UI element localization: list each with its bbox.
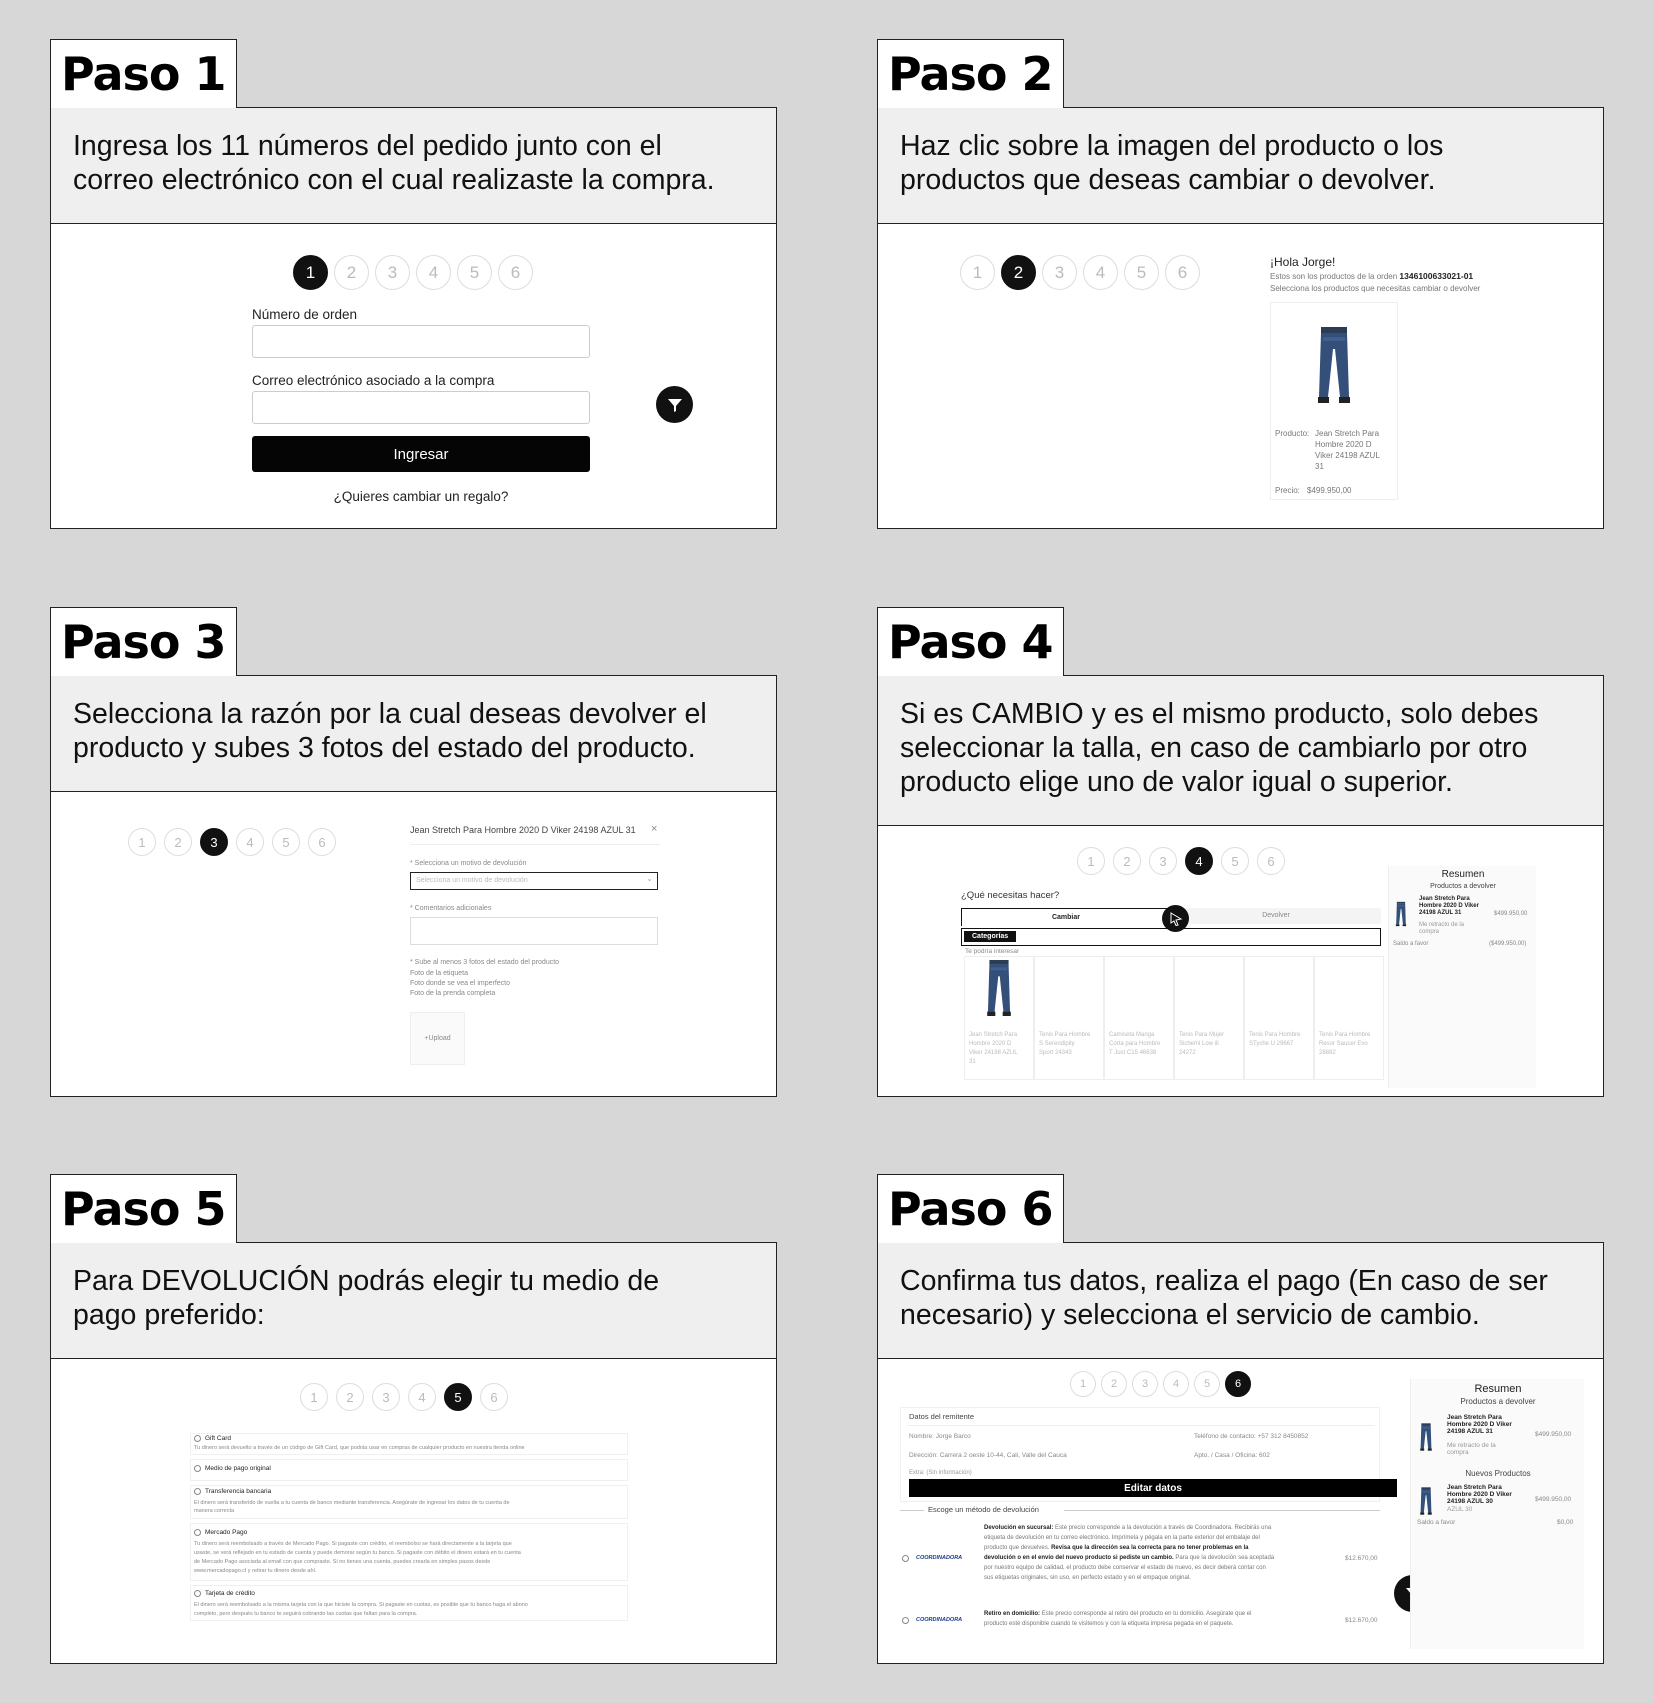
summary-price: $499.950,00 xyxy=(1494,911,1528,917)
stepper xyxy=(300,1383,508,1411)
payment-option[interactable] xyxy=(190,1459,628,1481)
step-1[interactable]: 1 xyxy=(128,828,156,856)
balance-label: Saldo a favor xyxy=(1417,1519,1456,1526)
desc-row xyxy=(984,1523,1339,1533)
option-title xyxy=(194,1435,231,1442)
note-line: compra xyxy=(1419,929,1440,935)
step-description xyxy=(877,107,1604,224)
order-number: 1346100633021-01 xyxy=(1399,271,1474,281)
option-description xyxy=(984,1609,1339,1629)
option-title-text: Mercado Pago xyxy=(205,1529,248,1537)
warning-line: Revisa que la dirección sea la correcta para no tener problemas en la xyxy=(1051,1545,1249,1551)
summary-sidebar xyxy=(1388,866,1536,1088)
option-price: $12.670,00 xyxy=(1345,1617,1378,1624)
new-products-title: Nuevos Productos xyxy=(1465,1469,1531,1478)
option-text: Tu dinero será devuelto a través de un código de Gift Card, que podrás usar en compras de cualquier producto en nuestra tienda online xyxy=(194,1445,525,1451)
sender-address: Dirección: Carrera 2 oeste 10-44, Cali, Valle del Cauca xyxy=(909,1452,1067,1459)
stepper xyxy=(1077,847,1285,875)
stepper xyxy=(128,828,336,856)
text-line: Tu dinero será reembolsado a través de Mercado Pago. Si pagaste con crédito, el reembolso se hará directamente a la tarjeta que xyxy=(194,1541,512,1547)
option-text xyxy=(194,1499,510,1515)
radio-icon[interactable] xyxy=(902,1555,909,1562)
filter-icon xyxy=(666,396,684,414)
product-name-line: Jean Stretch Para xyxy=(1315,429,1380,438)
product-tile-name xyxy=(1249,1031,1300,1049)
summary-title: Resumen xyxy=(1441,869,1485,880)
radio-icon[interactable] xyxy=(902,1617,909,1624)
summary-line: Hombre 2020 D Viker xyxy=(1419,903,1479,909)
product-tile[interactable] xyxy=(964,956,1034,1080)
p2-subtitle: AZUL 30 xyxy=(1447,1506,1473,1513)
step-tab: Paso 2 xyxy=(877,39,1064,108)
text-line: usaste, se verá reflejado en tu estado de cuenta y puede demorar según tu banco. Si pagaste con débito el dinero estará en tu cuenta xyxy=(194,1550,521,1556)
categories-bar[interactable] xyxy=(961,928,1381,946)
summary-subtitle: Productos a devolver xyxy=(1460,1397,1536,1406)
text-line: completo, pero después tu banco te seguirá cobrando las cuotas que faltan para la compra. xyxy=(194,1611,418,1617)
sender-apartment: Apto. / Casa / Oficina: 602 xyxy=(1194,1452,1270,1459)
step-3[interactable]: 3 xyxy=(200,828,228,856)
step-description xyxy=(877,675,1604,826)
tile-line: Tenis Para Hombre xyxy=(1249,1032,1301,1038)
balance-value: ($499.950,00) xyxy=(1489,941,1527,947)
note-line: Me retracto de la xyxy=(1447,1442,1496,1449)
step-tab: Paso 5 xyxy=(50,1174,237,1243)
screenshot-step-4 xyxy=(877,826,1604,1097)
text-line: de Mercado Pago asociada al email con que compraste. Si no tienes una cuenta, puedes crearla en simples pasos desde xyxy=(194,1559,491,1565)
radio-icon[interactable] xyxy=(194,1590,201,1597)
text-line: www.mercadopago.cl y retirar tu dinero desde ahí. xyxy=(194,1568,317,1574)
text-line: Este precio corresponde a la devolución a través de Coordinadora. Recibirás una xyxy=(1055,1525,1272,1531)
desc-row xyxy=(984,1543,1339,1553)
step-2[interactable]: 2 xyxy=(1101,1371,1127,1397)
tile-line: Camiseta Manga xyxy=(1109,1032,1155,1038)
step-4[interactable]: 4 xyxy=(236,828,264,856)
gift-exchange-link[interactable]: ¿Quieres cambiar un regalo? xyxy=(333,489,509,504)
option-title xyxy=(194,1590,255,1597)
step-2[interactable]: 2 xyxy=(336,1383,364,1411)
step-5[interactable]: 5 xyxy=(1194,1371,1220,1397)
sender-name: Nombre: Jorge Barco xyxy=(909,1433,971,1440)
desc-row xyxy=(984,1609,1339,1619)
step-6[interactable]: 6 xyxy=(1165,255,1200,290)
tab-change-label: Cambiar xyxy=(1051,913,1080,921)
summary-title: Resumen xyxy=(1474,1383,1522,1395)
step-tab: Paso 1 xyxy=(50,39,237,108)
reason-label: * Selecciona un motivo de devolución xyxy=(410,860,527,867)
order-line-prefix: Estos son los productos de la orden xyxy=(1270,272,1400,281)
p2-line: Jean Stretch Para xyxy=(1447,1484,1502,1491)
payment-option[interactable] xyxy=(190,1485,628,1519)
step-5[interactable]: 5 xyxy=(272,828,300,856)
stepper xyxy=(1070,1371,1251,1397)
chevron-down-icon: ⌄ xyxy=(646,874,653,883)
desc-line: necesario) y selecciona el servicio de cambio. xyxy=(900,1299,1480,1331)
p1-line: Hombre 2020 D Viker xyxy=(1447,1421,1512,1428)
tile-line: Sichemi Low ill xyxy=(1179,1041,1219,1047)
edit-data-button[interactable]: Editar datos xyxy=(909,1479,1397,1497)
carrier-logo: COORDINADORA xyxy=(916,1617,963,1623)
option-text xyxy=(194,1601,528,1619)
order-number-label: Número de orden xyxy=(252,307,358,322)
method-divider xyxy=(1064,1510,1380,1511)
step-2[interactable]: 2 xyxy=(334,255,369,290)
step-2[interactable]: 2 xyxy=(164,828,192,856)
option-title xyxy=(194,1465,271,1472)
step-5[interactable]: 5 xyxy=(444,1383,472,1411)
product-tile-name xyxy=(1179,1031,1224,1058)
price: $499.950,00 xyxy=(1307,486,1352,495)
text-line: producto esté disponible cuando te visitemos y con la etiqueta impresa pegada en el paquete. xyxy=(984,1621,1234,1627)
product-tile-name xyxy=(1039,1031,1090,1058)
step-1[interactable]: 1 xyxy=(1077,847,1105,875)
email-label: Correo electrónico asociado a la compra xyxy=(252,373,495,388)
option-title-text: Medio de pago original xyxy=(205,1465,271,1473)
desc-line: producto elige uno de valor igual o superior. xyxy=(900,766,1453,798)
step-1[interactable]: 1 xyxy=(1070,1371,1096,1397)
p2-line: 24198 AZUL 30 xyxy=(1447,1498,1493,1505)
product-card[interactable] xyxy=(1270,302,1398,500)
photo-item: Foto de la prenda completa xyxy=(410,990,496,997)
tile-line: STyche U 29667 xyxy=(1249,1041,1294,1047)
p2-line: Hombre 2020 D Viker xyxy=(1447,1491,1512,1498)
payment-option[interactable] xyxy=(190,1433,628,1455)
option-bold: Devolución en sucursal: xyxy=(984,1525,1054,1531)
text-line: por nuestro equipo de calidad, el producto debe conservar el estado de nuevo, es decir deberá contar con xyxy=(984,1565,1266,1571)
carrier-logo: COORDINADORA xyxy=(916,1555,963,1561)
warning-line: devolución o en el envío del nuevo producto si pediste un cambio. xyxy=(984,1555,1174,1561)
return-option-branch[interactable] xyxy=(900,1523,1380,1607)
photo-item: Foto donde se vea el imperfecto xyxy=(410,980,511,987)
tile-line: Tenis Para Hombre xyxy=(1039,1032,1091,1038)
step-3[interactable]: 3 xyxy=(372,1383,400,1411)
step-5[interactable]: 5 xyxy=(1124,255,1159,290)
step-description xyxy=(50,107,777,224)
close-icon[interactable]: × xyxy=(651,823,658,835)
step-4[interactable]: 4 xyxy=(408,1383,436,1411)
note-line: Me retracto de la xyxy=(1419,922,1465,928)
photo-item: Foto de la etiqueta xyxy=(410,970,468,977)
p2-name xyxy=(1447,1484,1512,1505)
greeting: ¡Hola Jorge! xyxy=(1270,255,1336,269)
product-tile-name xyxy=(1109,1031,1160,1058)
product-name xyxy=(1315,428,1380,472)
radio-icon[interactable] xyxy=(194,1488,201,1495)
tile-line: Corta para Hombre xyxy=(1109,1041,1161,1047)
step-2[interactable]: 2 xyxy=(1001,255,1036,290)
summary-note xyxy=(1419,922,1464,936)
tab-change[interactable] xyxy=(961,908,1171,926)
desc-line: correo electrónico con el cual realizaste la compra. xyxy=(73,164,715,196)
product-tile-name xyxy=(1319,1031,1370,1058)
desc-line: productos que deseas cambiar o devolver. xyxy=(900,164,1436,196)
text-line: Este precio corresponde al retiro del producto en tu domicilio. Asegúrate que el xyxy=(1041,1611,1252,1617)
product-tile[interactable] xyxy=(1104,956,1174,1080)
step-5[interactable]: 5 xyxy=(1221,847,1249,875)
order-line xyxy=(1270,271,1473,282)
text-line: sus etiquetas originales, sin uso, en perfecto estado y en el empaque original. xyxy=(984,1575,1191,1581)
step-3[interactable]: 3 xyxy=(1149,847,1177,875)
product-title: Jean Stretch Para Hombre 2020 D Viker 24198 AZUL 31 xyxy=(410,825,636,835)
photos-label: * Sube al menos 3 fotos del estado del producto xyxy=(410,959,560,966)
comments-label: * Comentarios adicionales xyxy=(410,905,492,912)
step-4[interactable]: 4 xyxy=(1185,847,1213,875)
step-3[interactable]: 3 xyxy=(375,255,410,290)
tile-line: Viker 24198 AZUL xyxy=(969,1050,1018,1056)
order-number-input[interactable] xyxy=(252,325,590,358)
step-tab: Paso 3 xyxy=(50,607,237,676)
reason-select[interactable] xyxy=(410,872,658,890)
price-label: Precio: xyxy=(1275,486,1300,495)
step-6[interactable]: 6 xyxy=(1225,1371,1251,1397)
option-description xyxy=(984,1523,1339,1583)
desc-line: producto y subes 3 fotos del estado del producto. xyxy=(73,732,696,764)
option-text xyxy=(194,1540,521,1576)
step-6[interactable]: 6 xyxy=(308,828,336,856)
radio-icon[interactable] xyxy=(194,1465,201,1472)
p2-price: $499.950,00 xyxy=(1535,1496,1572,1503)
p1-line: Jean Stretch Para xyxy=(1447,1414,1502,1421)
summary-product-name xyxy=(1419,896,1479,917)
product-grid xyxy=(964,956,1384,1080)
step-3[interactable]: 3 xyxy=(1042,255,1077,290)
summary-sidebar xyxy=(1410,1379,1584,1649)
method-divider xyxy=(900,1510,924,1511)
tile-line: S Serendipity xyxy=(1039,1041,1075,1047)
divider xyxy=(410,844,660,845)
screenshot-step-5 xyxy=(50,1359,777,1664)
desc-line: Selecciona la razón por la cual deseas devolver el xyxy=(73,698,707,730)
screenshot-step-6 xyxy=(877,1359,1604,1664)
product-label: Producto: xyxy=(1275,429,1310,438)
option-title-text: Tarjeta de crédito xyxy=(205,1590,255,1598)
p1-price: $499.950,00 xyxy=(1535,1431,1572,1438)
desc-line: Ingresa los 11 números del pedido junto con el xyxy=(73,130,662,162)
instruction-text: Selecciona los productos que necesitas cambiar o devolver xyxy=(1270,284,1481,293)
tab-return[interactable] xyxy=(1171,908,1381,924)
sender-title: Datos del remitente xyxy=(909,1412,975,1421)
tile-line: Tenis Para Hombre xyxy=(1319,1032,1371,1038)
submit-button[interactable]: Ingresar xyxy=(252,436,590,472)
sender-extra: Extra: (Sin información) xyxy=(909,1470,972,1476)
product-tile[interactable] xyxy=(1314,956,1384,1080)
option-title-text: Gift Card xyxy=(205,1435,232,1443)
jeans-image xyxy=(980,960,1018,1016)
return-option-pickup[interactable] xyxy=(900,1609,1380,1633)
tile-line: 31 xyxy=(969,1059,976,1065)
desc-line: Confirma tus datos, realiza el pago (En caso de ser xyxy=(900,1265,1548,1297)
divider xyxy=(907,1425,1375,1426)
p1-line: 24198 AZUL 31 xyxy=(1447,1428,1493,1435)
product-tile[interactable] xyxy=(1174,956,1244,1080)
option-bold: Retiro en domicilio: xyxy=(984,1611,1041,1617)
option-title-text: Transferencia bancaria xyxy=(205,1488,272,1496)
categories-label: Categorías xyxy=(964,931,1016,942)
stepper xyxy=(293,255,533,290)
step-5[interactable]: 5 xyxy=(457,255,492,290)
product-name-line: 31 xyxy=(1315,462,1324,471)
summary-line: 24198 AZUL 31 xyxy=(1419,910,1462,916)
product-name-line: Hombre 2020 D xyxy=(1315,440,1372,449)
email-input[interactable] xyxy=(252,391,590,424)
desc-line: Haz clic sobre la imagen del producto o los xyxy=(900,130,1444,162)
text-line: producto que devuelves. xyxy=(984,1545,1050,1551)
note-line: compra xyxy=(1447,1449,1469,1456)
step-6[interactable]: 6 xyxy=(498,255,533,290)
sender-phone: Teléfono de contacto: +57 312 8450852 xyxy=(1194,1433,1309,1440)
step-tab: Paso 4 xyxy=(877,607,1064,676)
step-4[interactable]: 4 xyxy=(416,255,451,290)
radio-icon[interactable] xyxy=(194,1529,201,1536)
jeans-thumb xyxy=(1417,1421,1435,1453)
text-line: Para que la devolución sea aceptada xyxy=(1175,1555,1275,1561)
desc-line: Si es CAMBIO y es el mismo producto, solo debes xyxy=(900,698,1539,730)
tile-line: 24272 xyxy=(1179,1050,1196,1056)
pointer-icon xyxy=(1169,912,1183,926)
filter-fab[interactable] xyxy=(656,386,693,423)
desc-line: Para DEVOLUCIÓN podrás elegir tu medio de xyxy=(73,1265,660,1297)
desc-line: seleccionar la talla, en caso de cambiarlo por otro xyxy=(900,732,1528,764)
jeans-image xyxy=(1309,309,1359,421)
step-1[interactable]: 1 xyxy=(300,1383,328,1411)
jeans-thumb xyxy=(1393,900,1409,928)
desc-row xyxy=(984,1553,1339,1563)
tile-line: Hombre 2020 D xyxy=(969,1041,1012,1047)
product-tile[interactable] xyxy=(1034,956,1104,1080)
step-6[interactable]: 6 xyxy=(1257,847,1285,875)
screenshot-step-2 xyxy=(877,224,1604,529)
payment-option[interactable] xyxy=(190,1585,628,1621)
product-tile[interactable] xyxy=(1244,956,1314,1080)
balance-value: $0,00 xyxy=(1557,1519,1574,1526)
summary-line: Jean Stretch Para xyxy=(1419,896,1470,902)
product-tile-name xyxy=(969,1031,1018,1067)
radio-icon[interactable] xyxy=(194,1435,201,1442)
question: ¿Qué necesitas hacer? xyxy=(961,890,1060,901)
tile-line: Tenis Para Mujer xyxy=(1179,1032,1225,1038)
desc-line: pago preferido: xyxy=(73,1299,265,1331)
p1-note xyxy=(1447,1442,1496,1456)
p1-name xyxy=(1447,1414,1512,1435)
tile-line: Sport 24343 xyxy=(1039,1050,1072,1056)
step-description xyxy=(50,675,777,792)
comments-textarea[interactable] xyxy=(410,917,658,945)
text-line: etiqueta de devolución en tu correo electrónico. Imprímela y pégala en la parte exterior del embalaje del xyxy=(984,1535,1260,1541)
sender-card xyxy=(900,1407,1380,1502)
tab-return-label: Devolver xyxy=(1262,912,1290,919)
step-4[interactable]: 4 xyxy=(1163,1371,1189,1397)
tile-line: T Just C15 46638 xyxy=(1109,1050,1157,1056)
tile-line: 28882 xyxy=(1319,1050,1336,1056)
suggestion-label: Te podría interesar xyxy=(965,948,1020,955)
upload-button[interactable] xyxy=(410,1012,465,1065)
step-description xyxy=(877,1242,1604,1359)
step-2[interactable]: 2 xyxy=(1113,847,1141,875)
step-6[interactable]: 6 xyxy=(480,1383,508,1411)
step-tab: Paso 6 xyxy=(877,1174,1064,1243)
screenshot-step-1 xyxy=(50,224,777,529)
reason-placeholder: Selecciona un motivo de devolución xyxy=(416,877,528,884)
step-3[interactable]: 3 xyxy=(1132,1371,1158,1397)
text-line: El dinero será transferido de vuelta a tu cuenta de banco mediante transferencia. Asegúrate de ingresar los datos de tu cuenta de xyxy=(194,1500,510,1506)
product-name-line: Viker 24198 AZUL xyxy=(1315,451,1380,460)
option-title xyxy=(194,1488,271,1495)
step-1[interactable]: 1 xyxy=(960,255,995,290)
step-1[interactable]: 1 xyxy=(293,255,328,290)
step-description xyxy=(50,1242,777,1359)
tile-line: Jean Stretch Para xyxy=(969,1032,1018,1038)
tile-line: Resor Saucer Evo xyxy=(1319,1041,1368,1047)
option-price: $12.670,00 xyxy=(1345,1555,1378,1562)
step-4[interactable]: 4 xyxy=(1083,255,1118,290)
screenshot-step-3 xyxy=(50,792,777,1097)
balance-label: Saldo a favor xyxy=(1393,941,1429,947)
option-title xyxy=(194,1529,247,1536)
jeans-thumb xyxy=(1417,1485,1435,1517)
photo-list xyxy=(410,969,510,999)
method-title: Escoge un método de devolución xyxy=(928,1505,1039,1514)
payment-option[interactable] xyxy=(190,1523,628,1581)
stepper xyxy=(960,255,1200,290)
text-line: El dinero será reembolsado a la misma tarjeta con la que hiciste la compra. Si pagaste en cuotas, es posible que tu banco haga el abono xyxy=(194,1602,528,1608)
summary-subtitle: Productos a devolver xyxy=(1430,883,1496,890)
upload-label: +Upload xyxy=(424,1034,451,1042)
text-line: manera correcta xyxy=(194,1508,235,1514)
